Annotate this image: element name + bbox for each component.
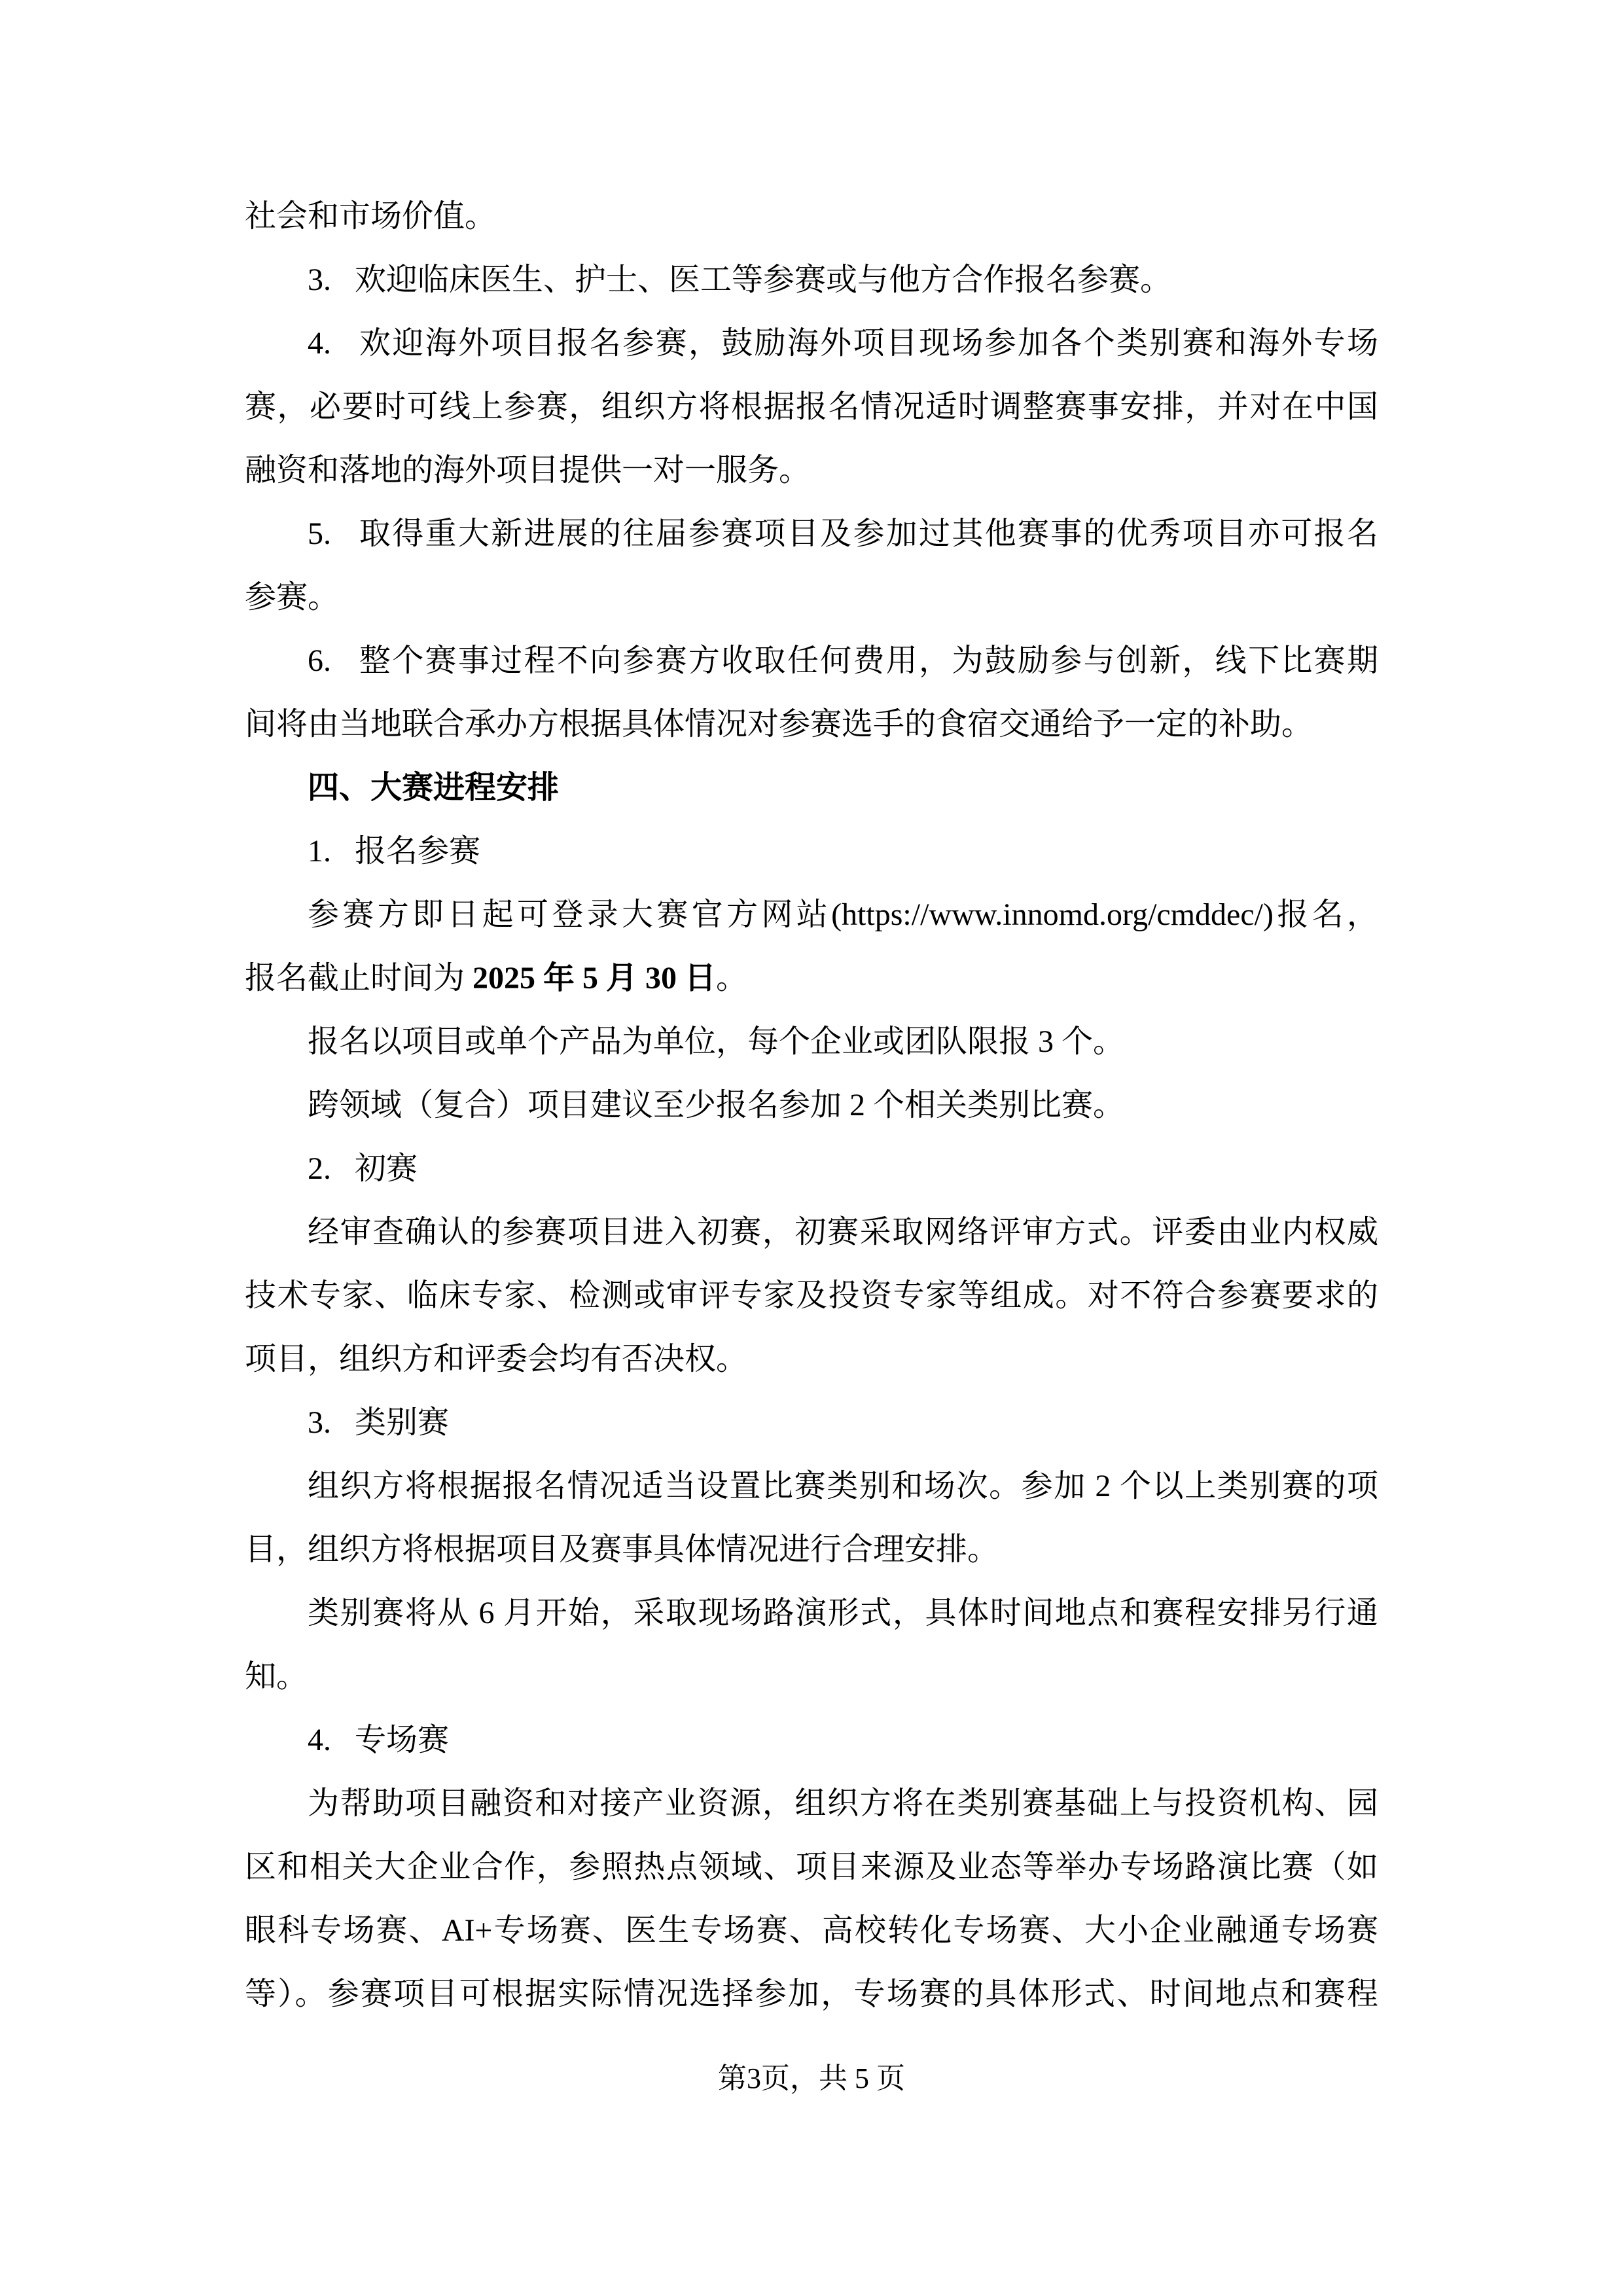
text-run: 为帮助项目融资和对接产业资源，组织方将在类别赛基础上与投资机构、园	[308, 1786, 1378, 1821]
text-line	[245, 1708, 1378, 1772]
text-line	[245, 1772, 1378, 1835]
page-number-text: 第3页，共 5 页	[718, 2062, 905, 2094]
text-line	[245, 883, 1378, 946]
text-run: 跨领域（复合）项目建议至少报名参加 2 个相关类别比赛。	[308, 1088, 1125, 1122]
text-run: 经审查确认的参赛项目进入初赛，初赛采取网络评审方式。评委由业内权威	[308, 1215, 1378, 1249]
text-line	[245, 185, 1378, 248]
text-line	[245, 1073, 1378, 1137]
text-run: 报名以项目或单个产品为单位，每个企业或团队限报 3 个。	[308, 1024, 1125, 1059]
text-run: 组织方将根据报名情况适当设置比赛类别和场次。参加 2 个以上类别赛的项	[308, 1469, 1378, 1503]
text-run: 社会和市场价值。	[245, 199, 497, 234]
text-run: 融资和落地的海外项目提供一对一服务。	[245, 453, 811, 488]
page-footer	[0, 2060, 1623, 2097]
text-run: 1. 报名参赛	[308, 834, 481, 869]
text-line	[245, 1518, 1378, 1581]
text-line	[245, 502, 1378, 565]
text-line	[245, 1581, 1378, 1645]
text-line	[245, 1137, 1378, 1200]
text-run: 项目，组织方和评委会均有否决权。	[245, 1342, 748, 1376]
text-run: 眼科专场赛、AI+专场赛、医生专场赛、高校转化专场赛、大小企业融通专场赛	[245, 1913, 1378, 1948]
text-run: 区和相关大企业合作，参照热点领域、项目来源及业态等举办专场路演比赛（如	[245, 1850, 1378, 1884]
text-line	[245, 375, 1378, 439]
text-line	[245, 1200, 1378, 1264]
text-line	[245, 1010, 1378, 1073]
text-run: 目，组织方将根据项目及赛事具体情况进行合理安排。	[245, 1532, 999, 1567]
text-run: 2. 初赛	[308, 1151, 418, 1186]
text-line	[245, 1264, 1378, 1327]
text-line	[245, 1835, 1378, 1899]
text-run: 等）。参赛项目可根据实际情况选择参加，专场赛的具体形式、时间地点和赛程	[245, 1977, 1378, 2011]
text-run: 3. 类别赛	[308, 1405, 450, 1440]
text-run: 类别赛将从 6 月开始，采取现场路演形式，具体时间地点和赛程安排另行通	[308, 1596, 1378, 1630]
text-line	[245, 946, 1378, 1010]
text-line	[245, 1391, 1378, 1454]
text-run: 。	[716, 961, 748, 996]
text-line	[245, 439, 1378, 502]
text-run: 4. 欢迎海外项目报名参赛，鼓励海外项目现场参加各个类别赛和海外专场	[308, 326, 1378, 361]
text-run: 4. 专场赛	[308, 1723, 450, 1757]
text-run: 参赛方即日起可登录大赛官方网站(https://www.innomd.org/cmddec/)报名，	[308, 897, 1378, 932]
document-body	[245, 185, 1378, 2026]
text-line	[245, 692, 1378, 756]
text-run: 报名截止时间为	[245, 961, 473, 996]
text-line	[245, 312, 1378, 375]
text-run: 知。	[245, 1659, 308, 1694]
text-line	[245, 756, 1378, 819]
text-run: 3. 欢迎临床医生、护士、医工等参赛或与他方合作报名参赛。	[308, 262, 1172, 297]
text-line	[245, 248, 1378, 312]
text-line	[245, 1454, 1378, 1518]
text-run: 间将由当地联合承办方根据具体情况对参赛选手的食宿交通给予一定的补助。	[245, 707, 1313, 742]
text-run: 赛，必要时可线上参赛，组织方将根据报名情况适时调整赛事安排，并对在中国	[245, 389, 1378, 424]
bold-text-run: 四、大赛进程安排	[308, 770, 560, 805]
text-line	[245, 565, 1378, 629]
text-line	[245, 1327, 1378, 1391]
text-line	[245, 1899, 1378, 1962]
text-run: 6. 整个赛事过程不向参赛方收取任何费用，为鼓励参与创新，线下比赛期	[308, 643, 1378, 678]
text-line	[245, 819, 1378, 883]
text-run: 技术专家、临床专家、检测或审评专家及投资专家等组成。对不符合参赛要求的	[245, 1278, 1378, 1313]
text-run: 参赛。	[245, 580, 340, 615]
text-line	[245, 629, 1378, 692]
text-run: 5. 取得重大新进展的往届参赛项目及参加过其他赛事的优秀项目亦可报名	[308, 516, 1378, 551]
text-line	[245, 1962, 1378, 2026]
text-line	[245, 1645, 1378, 1708]
bold-text-run: 2025 年 5 月 30 日	[473, 961, 717, 996]
